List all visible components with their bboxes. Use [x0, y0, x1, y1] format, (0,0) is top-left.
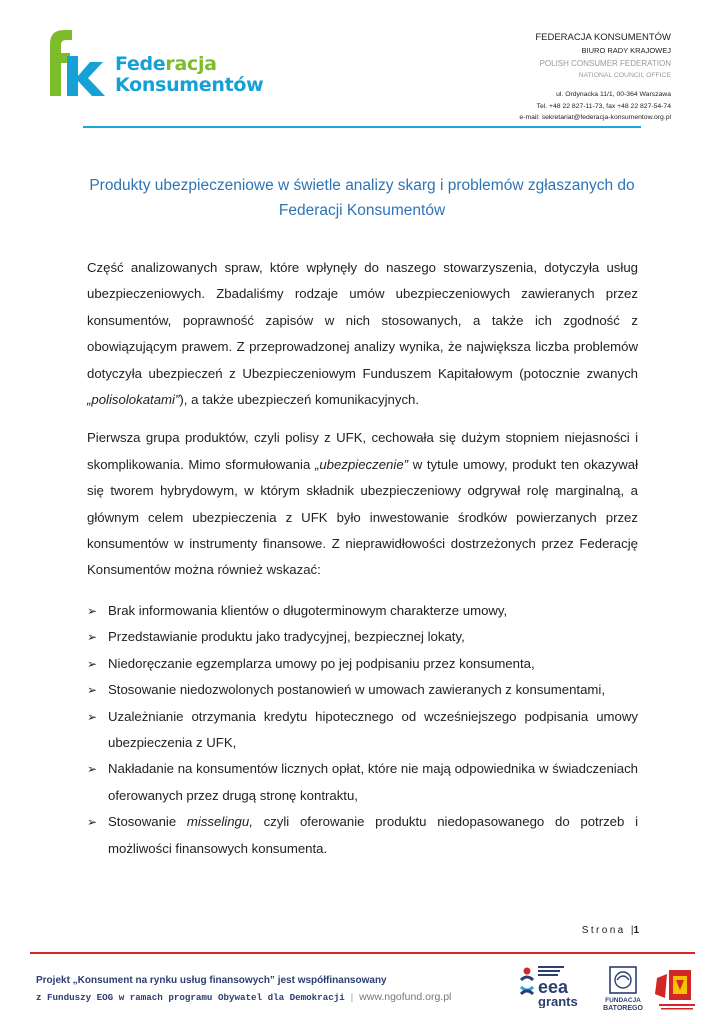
- paragraph-2: [87, 425, 638, 583]
- letterhead: [0, 0, 725, 130]
- arrow-bullet-icon: ➢: [87, 603, 98, 618]
- list-item: [87, 651, 638, 677]
- list-item: [87, 598, 638, 624]
- footer-url-link[interactable]: www.ngofund.org.pl: [359, 991, 452, 1003]
- footer-line-2-text: z Funduszy EOG w ramach programu Obywatel dla Demokracji: [36, 992, 345, 1003]
- batory-foundation-logo: [598, 966, 648, 1012]
- org-email[interactable]: e-mail: sekretariat@federacja-konsumentow.org.pl: [519, 114, 671, 121]
- batory-label-2: BATOREGO: [603, 1005, 643, 1012]
- list-item: [87, 624, 638, 650]
- batory-icon: [598, 966, 648, 1012]
- list-item: [87, 756, 638, 809]
- list-item-text: Niedoręczanie egzemplarza umowy po jej podpisaniu przez konsumenta,: [108, 655, 535, 671]
- logo-word-konsumentow: Konsumentów: [115, 74, 264, 96]
- list-item-text: Stosowanie niedozwolonych postanowień w umowach zawieranych z konsumentami,: [108, 682, 605, 698]
- footer-line-2: [36, 989, 451, 1006]
- arrow-bullet-icon: ➢: [87, 630, 98, 645]
- fk-logo-mark-icon: [40, 26, 120, 106]
- paragraph-1-text-a: Część analizowanych spraw, które wpłynęły do naszego stowarzyszenia, dotyczyła usług ubezpieczeniowych. Zbadaliśmy rodzaje umów ubezpieczeniowych zawieranych przez konsumentów, poprawność zapisów w nich stosowanych, a także ich zgodność z obowiązującym prawem. Z przeprowadzonej analizy wynika, że największa liczba problemów dotyczyła ubezpieczeń z Ubezpieczeniowym Funduszem Kapitałowym (potocznie zwanych: [87, 260, 638, 381]
- logo-word-fede: Fede: [115, 53, 166, 75]
- org-phone: Tel. +48 22 827-11-73, fax +48 22 827-54-74: [536, 102, 671, 110]
- eea-grants-icon: [518, 964, 584, 1008]
- footer-separator: |: [350, 992, 354, 1002]
- footer-text: [36, 972, 451, 1006]
- org-address: ul. Ordynacka 11/1, 00-364 Warszawa: [556, 91, 671, 98]
- paragraph-2-text-b: w tytule umowy, produkt ten okazywał się tworem hybrydowym, w którym składnik ubezpieczeniowy odgrywał rolę marginalną, a głównym celem ubezpieczenia z UFK było inwestowanie środków powierzanych przez konsumentów w instrumenty finansowe. Z nieprawidłowości dostrzeżonych przez Federację Konsumentów można również wskazać:: [87, 456, 638, 578]
- fk-logo: [40, 26, 264, 106]
- list-item-italic: misselingu,: [186, 814, 253, 830]
- org-subname-en: NATIONAL COUNCIL OFFICE: [578, 72, 671, 79]
- paragraph-2-text-a: Pierwsza grupa produktów, czyli polisy z UFK, cechowała się dużym stopniem niejasności i skomplikowania. Mimo sformułowania: [87, 430, 638, 472]
- batory-label-1: FUNDACJA: [605, 997, 641, 1004]
- page-number-value: 1: [633, 925, 639, 936]
- list-item-text-a: Stosowanie: [108, 814, 187, 830]
- arrow-bullet-icon: ➢: [87, 709, 98, 724]
- paragraph-1-text-b: ), a także ubezpieczeń komunikacyjnych.: [179, 392, 420, 408]
- arrow-bullet-icon: ➢: [87, 762, 98, 777]
- eea-grants-logo: [518, 964, 584, 1008]
- list-item: [87, 677, 638, 703]
- partner-emblem-icon: [651, 964, 699, 1014]
- arrow-bullet-icon: ➢: [87, 815, 98, 830]
- eea-label: eea: [538, 977, 569, 997]
- paragraph-1: [87, 255, 638, 413]
- list-item-text: Nakładanie na konsumentów licznych opłat, które nie mają odpowiednika w świadczeniach oferowanych przez drugą stronę kontraktu,: [108, 761, 638, 803]
- arrow-bullet-icon: ➢: [87, 656, 98, 671]
- page-label: Strona: [581, 925, 626, 936]
- list-item-text: Uzależnianie otrzymania kredytu hipotecznego od wcześniejszego podpisania umowy ubezpieczenia z UFK,: [108, 708, 638, 750]
- issues-list: [87, 598, 638, 862]
- logo-wordmark: [115, 54, 263, 96]
- logo-word-racja: racja: [165, 53, 217, 75]
- paragraph-1-italic: „polisolokatami”: [87, 392, 180, 408]
- org-subname: BIURO RADY KRAJOWEJ: [581, 46, 671, 55]
- document-body: [87, 255, 638, 862]
- list-item: [87, 704, 638, 757]
- grants-label: grants: [538, 994, 578, 1008]
- list-item: [87, 809, 638, 862]
- list-item-text: Brak informowania klientów o długoterminowym charakterze umowy,: [108, 602, 508, 618]
- org-contact-block: [519, 31, 671, 124]
- footer-line-1: Projekt „Konsument na rynku usług finansowych” jest współfinansowany: [36, 975, 387, 986]
- footer-divider: [30, 952, 695, 954]
- org-name: FEDERACJA KONSUMENTÓW: [535, 32, 671, 43]
- header-divider: [83, 126, 641, 128]
- list-item-text: Przedstawianie produktu jako tradycyjnej, bezpiecznej lokaty,: [108, 629, 465, 645]
- paragraph-2-italic: „ubezpieczenie”: [314, 456, 409, 472]
- list-item-text-b: czyli oferowanie produktu niedopasowanego do potrzeb i możliwości finansowych konsumenta.: [108, 814, 638, 856]
- org-name-en: POLISH CONSUMER FEDERATION: [539, 59, 671, 68]
- document-title: Produkty ubezpieczeniowe w świetle analizy skarg i problemów zgłaszanych do Federacji Konsumentów: [89, 177, 635, 219]
- arrow-bullet-icon: ➢: [87, 683, 98, 698]
- page-number: [582, 925, 639, 936]
- page-separator: |: [630, 925, 634, 936]
- partner-logo: [651, 964, 699, 1014]
